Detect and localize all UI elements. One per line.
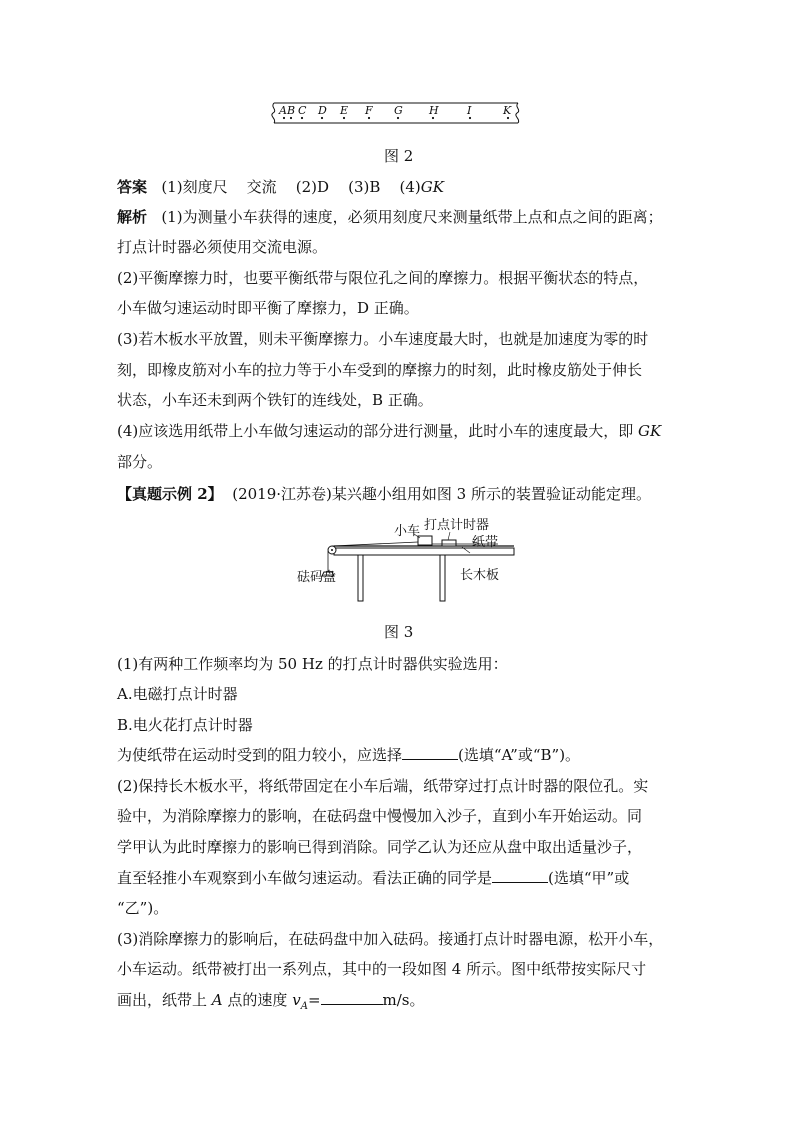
q3-text: 画出，纸带上 — [117, 991, 208, 1009]
answer-item: (4) — [399, 178, 421, 196]
q3-unit: m/s。 — [382, 991, 425, 1009]
analysis-p1-line1 — [117, 207, 687, 227]
analysis-p4-line1 — [117, 421, 687, 441]
q3-equals: = — [307, 991, 321, 1009]
tape-letter-A: A — [279, 104, 287, 117]
answer-blank[interactable] — [492, 868, 548, 883]
tape-letter-H: H — [429, 104, 439, 117]
answer-item: (1)刻度尺 — [161, 178, 228, 196]
q3-line3 — [117, 990, 687, 1017]
tape-letter-D: D — [318, 104, 327, 117]
answer-blank[interactable] — [402, 745, 458, 760]
analysis-p2-line2: 小车做匀速运动时即平衡了摩擦力，D 正确。 — [117, 299, 419, 317]
q2-line1: (2)保持长木板水平，将纸带固定在小车后端，纸带穿过打点计时器的限位孔。实 — [117, 777, 649, 795]
analysis-gk: GK — [638, 422, 662, 440]
tape-letter-C: C — [298, 104, 307, 117]
answer-item: (2)D — [295, 178, 330, 196]
q2-line4-hint: (选填“甲”或 — [548, 869, 630, 887]
q1-intro: (1)有两种工作频率均为 50 Hz 的打点计时器供实验选用： — [117, 655, 508, 673]
analysis-p3-line1: (3)若木板水平放置，则未平衡摩擦力。小车速度最大时，也就是加速度为零的时 — [117, 330, 649, 348]
answer-line — [117, 177, 687, 197]
q3-velocity-subscript: A — [300, 1001, 308, 1012]
analysis-p4-line2: 部分。 — [117, 453, 163, 471]
q2-line4 — [117, 868, 687, 888]
analysis-text: (1)为测量小车获得的速度，必须用刻度尺来测量纸带上点和点之间的距离； — [161, 208, 663, 226]
table-leg-left — [358, 555, 363, 601]
label-weight-tray: 砝码盘 — [297, 570, 337, 585]
q1-ask — [117, 745, 687, 765]
label-cart: 小车 — [394, 524, 421, 539]
q2-line2: 验中，为消除摩擦力的影响，在砝码盘中慢慢加入沙子，直到小车开始运动。同 — [117, 807, 643, 825]
tape-letter-F: F — [365, 104, 373, 117]
q1-option-b: B.电火花打点计时器 — [117, 716, 253, 734]
timer — [442, 540, 456, 546]
pulley-axle — [331, 549, 333, 551]
q2-line3: 学甲认为此时摩擦力的影响已得到消除。同学乙认为还应从盘中取出适量沙子， — [117, 838, 643, 856]
q3-text: 点的速度 — [227, 991, 288, 1009]
example2-tag: 【真题示例 2】 — [117, 485, 223, 503]
tape-left-wavy-end — [272, 103, 275, 123]
answer-item: 交流 — [246, 178, 277, 196]
tape-right-wavy-end — [516, 103, 519, 123]
analysis-p2-line1: (2)平衡摩擦力时，也要平衡纸带与限位孔之间的摩擦力。根据平衡状态的特点， — [117, 269, 649, 287]
q2-line5: “乙”)。 — [117, 899, 169, 917]
q3-line2: 小车运动。纸带被打出一系列点，其中的一段如图 4 所示。图中纸带按实际尺寸 — [117, 960, 647, 978]
figure3-caption: 图 3 — [384, 623, 414, 641]
label-tape: 纸带 — [472, 535, 499, 550]
analysis-p3-line3: 状态，小车还未到两个铁钉的连线处，B 正确。 — [117, 391, 433, 409]
label-board: 长木板 — [460, 568, 500, 583]
tape-letter-K: K — [503, 104, 512, 117]
figure2-caption: 图 2 — [384, 147, 414, 165]
answer-item: (3)B — [348, 178, 381, 196]
q1-ask-text: 为使纸带在运动时受到的阻力较小，应选择 — [117, 746, 403, 764]
q3-line1: (3)消除摩擦力的影响后，在砝码盘中加入砝码。接通打点计时器电源，松开小车， — [117, 930, 664, 948]
cart — [418, 536, 432, 545]
analysis-label: 解析 — [117, 208, 148, 226]
tape-letter-G: G — [394, 104, 403, 117]
q1-option-a: A.电磁打点计时器 — [117, 685, 238, 703]
table-leg-right — [440, 555, 445, 601]
q3-velocity-symbol: v — [292, 991, 301, 1009]
label-timer: 打点计时器 — [424, 518, 490, 533]
analysis-p3-line2: 刻，即橡皮筋对小车的拉力等于小车受到的摩擦力的时刻，此时橡皮筋处于伸长 — [117, 361, 643, 379]
tape-letter-B: B — [287, 104, 296, 117]
analysis-p1-line2: 打点计时器必须使用交流电源。 — [117, 238, 328, 256]
tape-letter-E: E — [340, 104, 349, 117]
q1-ask-hint: (选填“A”或“B”)。 — [458, 746, 581, 764]
tape-letter-I: I — [467, 104, 472, 117]
analysis-text: (4)应该选用纸带上小车做匀速运动的部分进行测量，此时小车的速度最大，即 — [117, 422, 634, 440]
q3-point-a: A — [211, 991, 223, 1009]
answer-blank[interactable] — [321, 990, 383, 1005]
example2-heading — [117, 484, 687, 504]
answer-label: 答案 — [117, 178, 148, 196]
answer-gk: GK — [420, 178, 444, 196]
example2-source: (2019·江苏卷)某兴趣小组用如图 3 所示的装置验证动能定理。 — [232, 485, 651, 503]
q2-line4-text: 直至轻推小车观察到小车做匀速运动。看法正确的同学是 — [117, 869, 493, 887]
